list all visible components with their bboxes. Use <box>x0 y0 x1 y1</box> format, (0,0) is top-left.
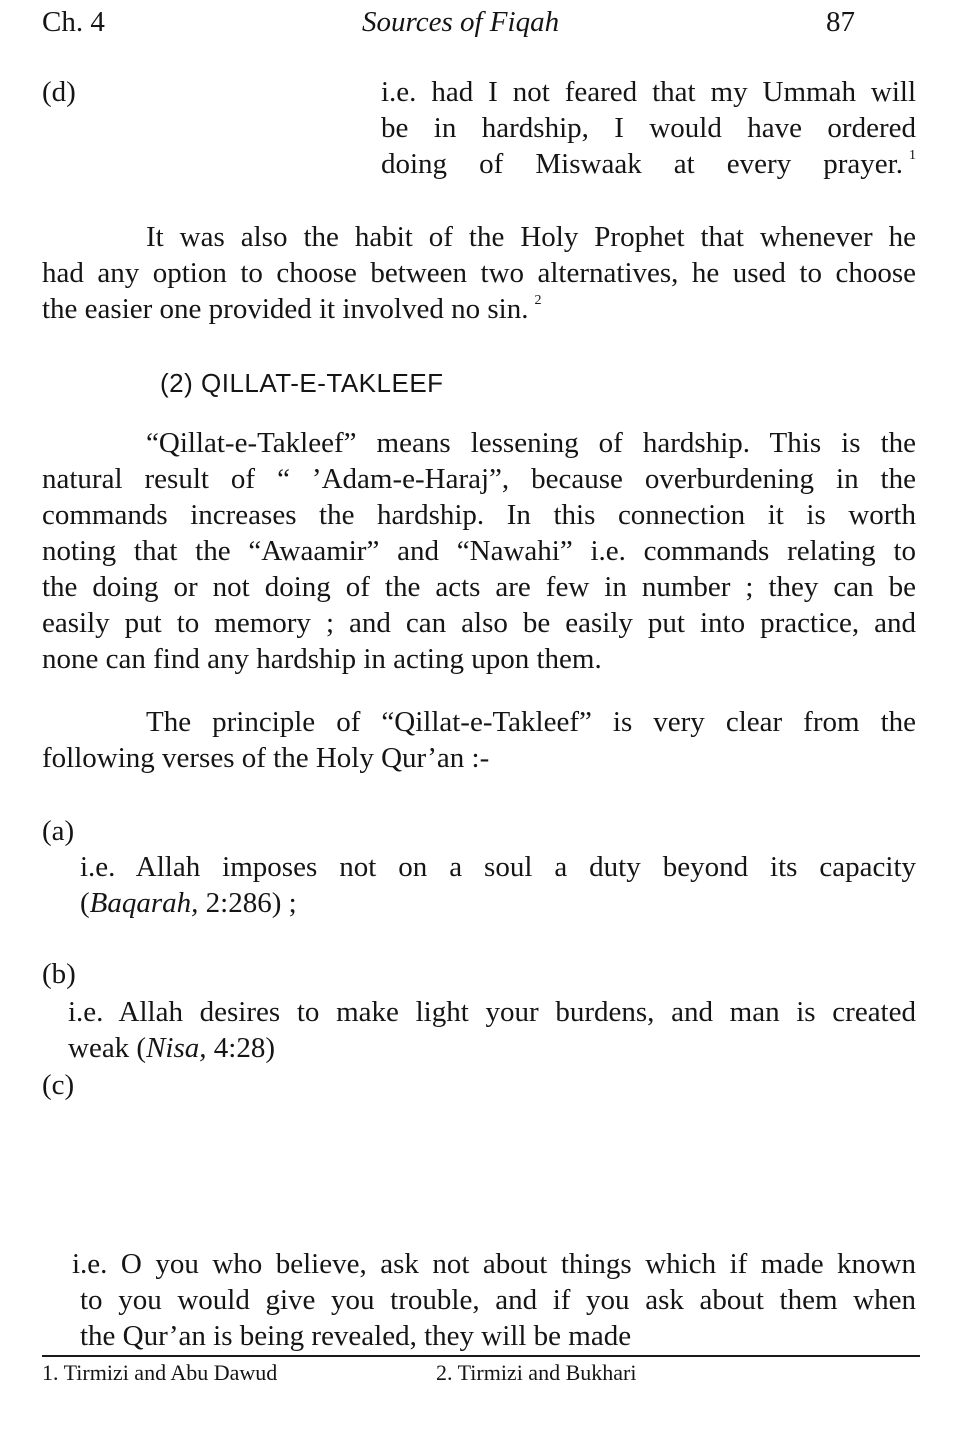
item-c-text <box>72 1246 916 1354</box>
page-title: Sources of Fiqah <box>362 6 560 38</box>
paragraph-line: The principle of “Qillat-e-Takleef” is very clear from the <box>146 706 916 738</box>
footnote-2: 2. Tirmizi and Bukhari <box>436 1360 637 1385</box>
item-d-line: i.e. had I not feared that my Ummah will <box>381 76 916 108</box>
item-a-text <box>80 849 916 921</box>
paragraph-line: none can find any hardship in acting upon them. <box>42 643 602 675</box>
paragraph-line: natural result of “ ’Adam-e-Haraj”, because overburdening in the <box>42 463 916 495</box>
item-d-text <box>381 74 916 182</box>
paragraph-line: easily put to memory ; and can also be easily put into practice, and <box>42 607 916 639</box>
paragraph-line: commands increases the hardship. In this connection it is worth <box>42 499 916 531</box>
item-c-label: (c) <box>42 1069 75 1101</box>
paragraph-habit <box>42 219 916 327</box>
verse-line: i.e. Allah desires to make light your burdens, and man is created <box>68 996 916 1028</box>
verse-line: the Qur’an is being revealed, they will be made <box>80 1320 632 1352</box>
paragraph-line: the easier one provided it involved no sin. $^2$ <box>42 293 542 325</box>
paragraph-line: had any option to choose between two alternatives, he used to choose <box>42 257 916 289</box>
footnote-divider <box>42 1355 920 1357</box>
paragraph-line: following verses of the Holy Qur’an :- <box>42 742 490 774</box>
item-d-line: doing of Miswaak at every prayer. $^1$ <box>381 148 916 180</box>
paragraph-line: “Qillat-e-Takleef” means lessening of hardship. This is the <box>146 427 916 459</box>
chapter-label: Ch. 4 <box>42 6 105 38</box>
item-a-label: (a) <box>42 815 75 847</box>
item-d-label: (d) <box>42 76 76 108</box>
footnote-ref: 1 <box>909 148 916 163</box>
paragraph-line: noting that the “Awaamir” and “Nawahi” i.e. commands relating to <box>42 535 916 567</box>
paragraph-definition <box>42 425 916 677</box>
item-b-text <box>68 994 916 1066</box>
item-b-label: (b) <box>42 958 76 990</box>
paragraph-line: It was also the habit of the Holy Prophet that whenever he <box>146 221 916 253</box>
footnote-1: 1. Tirmizi and Abu Dawud <box>42 1360 278 1385</box>
item-d-line: be in hardship, I would have ordered <box>381 112 916 144</box>
paragraph-principle <box>42 704 916 776</box>
verse-line: i.e. Allah imposes not on a soul a duty beyond its capacity <box>80 851 916 883</box>
verse-reference: (Baqarah, 2:286) ; <box>80 887 297 919</box>
verse-reference: weak (Nisa, 4:28) <box>68 1032 275 1064</box>
page-number: 87 <box>826 6 855 38</box>
verse-line: i.e. O you who believe, ask not about things which if made known <box>72 1248 916 1280</box>
verse-line: to you would give you trouble, and if you ask about them when <box>80 1284 916 1316</box>
section-heading: (2) QILLAT-E-TAKLEEF <box>160 368 444 398</box>
paragraph-line: the doing or not doing of the acts are few in number ; they can be <box>42 571 916 603</box>
footnote-ref: 2 <box>534 293 542 308</box>
